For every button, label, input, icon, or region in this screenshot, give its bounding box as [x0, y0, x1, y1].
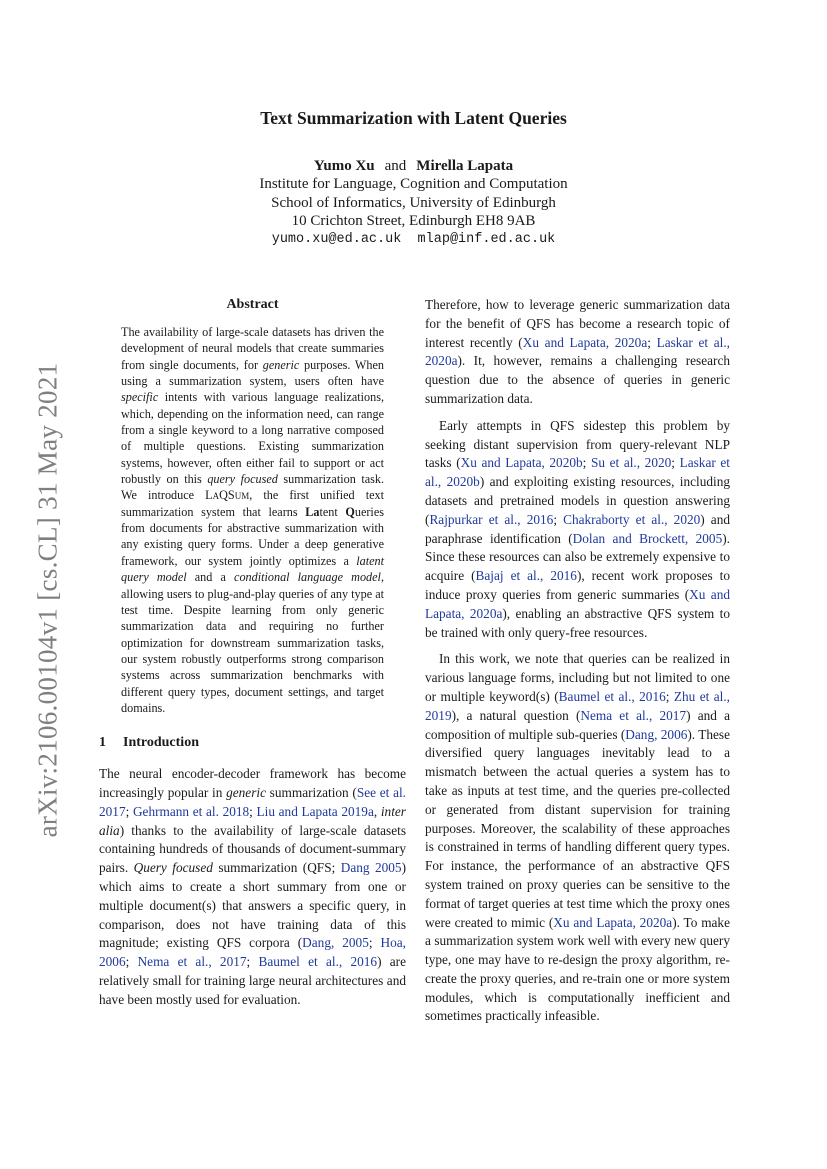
arxiv-identifier: arXiv:2106.00104v1 [cs.CL] 31 May 2021 [32, 362, 63, 838]
citation-link[interactable]: Bajaj et al., 2016 [475, 568, 577, 584]
intro-paragraph: The neural encoder-decoder framework has become increasingly popular in generic summarization (See et al. 2017; Gehrmann et al. 2018; Liu and Lapata 2019a, inter alia) thanks to the availability of large-scale datasets containing hundreds of thousands of document-summary pairs. Query focused summarization (QFS; Dang 2005) which aims to create a short summary from one or multiple document(s) that answers a specific query, in comparison, does not have training data of this magnitude; existing QFS corpora (Dang, 2005; Hoa, 2006; Nema et al., 2017; Baumel et al., 2016) are relatively small for training large neural architectures and have been mostly used for evaluation. [99, 766, 406, 1007]
citation-link[interactable]: Nema et al., 2017 [137, 954, 247, 970]
author-name: Mirella Lapata [416, 158, 514, 174]
author-block [0, 157, 827, 249]
citation-link[interactable]: Xu and Lapata, 2020a [522, 334, 648, 350]
citation-link[interactable]: Hoa, 2006 [99, 935, 406, 970]
citation-link[interactable]: See et al. 2017 [99, 785, 406, 819]
citation-link[interactable]: Su et al., 2020 [590, 455, 672, 471]
author-name: Yumo Xu [313, 158, 375, 174]
citation-link[interactable]: Laskar et al., 2020a [425, 334, 730, 369]
citation-link[interactable]: Xu and Lapata, 2020a [553, 914, 673, 930]
citation-link[interactable]: Baumel et al., 2016 [258, 954, 378, 970]
right-column [425, 296, 730, 1026]
affiliation-line: 10 Crichton Street, Edinburgh EH8 9AB [291, 213, 536, 230]
left-column [99, 296, 406, 1010]
paper-title: Text Summarization with Latent Queries [260, 108, 567, 128]
system-name: LaQSum [205, 488, 250, 503]
citation-link[interactable]: Dang 2005 [340, 860, 402, 876]
section-number: 1 [99, 735, 106, 751]
author-emails [0, 231, 827, 249]
citation-link[interactable]: Dang, 2006 [625, 726, 688, 742]
abstract-heading: Abstract [226, 297, 279, 312]
citation-link[interactable]: Rajpurkar et al., 2016 [429, 511, 554, 527]
citation-link[interactable]: Laskar et al., 2020b [425, 455, 730, 490]
citation-link[interactable]: Liu and Lapata 2019a [256, 803, 374, 819]
citation-link[interactable]: Xu and Lapata, 2020a [425, 586, 730, 621]
citation-link[interactable]: Xu and Lapata, 2020b [460, 455, 583, 471]
body-paragraph: Early attempts in QFS sidestep this problem by seeking distant supervision from query-relevant NLP tasks (Xu and Lapata, 2020b; Su et al., 2020; Laskar et al., 2020b) and exploiting existing resources, including datasets and pretrained models in question answering (Rajpurkar et al., 2016; Chakraborty et al., 2020) and paraphrase identification (Dolan and Brockett, 2005). Since these resources can also be extremely expensive to acquire (Bajaj et al., 2016), recent work proposes to induce proxy queries from generic summaries (Xu and Lapata, 2020a), enabling an abstractive QFS system to be trained with only query-free resources. [425, 417, 731, 640]
body-paragraph: Therefore, how to leverage generic summarization data for the benefit of QFS has become a research topic of interest recently (Xu and Lapata, 2020a; Laskar et al., 2020a). It, however, remains a challenging research question due to the absence of queries in generic summarization data. [425, 297, 730, 406]
citation-link[interactable]: Chakraborty et al., 2020 [563, 511, 701, 527]
body-paragraph: In this work, we note that queries can be realized in various language forms, including but not limited to one or multiple keyword(s) (Baumel et al., 2016; Zhu et al., 2019), a natural question (Nema et al., 2017) and a composition of multiple sub-queries (Dang, 2006). These diversified query languages inevitably lead to a mismatch between the actual queries a system has to take as inputs at test time, and the queries pre-collected or generated from distant supervision for training purposes. Moreover, the scalability of these approaches is constrained in terms of handling different query types. For instance, the performance of an abstractive QFS system trained on proxy queries can be sensitive to the format of target queries at test time which the proxy ones were created to mimic (Xu and Lapata, 2020a). To make a summarization system work well with every new query type, one may have to re-design the proxy algorithm, re-create the proxy queries, and re-train one or more system modules, which is computationally inefficient and sometimes practically infeasible. [425, 651, 730, 1024]
affiliation-line: Institute for Language, Cognition and Computation [259, 176, 568, 193]
citation-link[interactable]: Dang, 2005 [302, 935, 369, 951]
citation-link[interactable]: Gehrmann et al. 2018 [132, 803, 250, 819]
citation-link[interactable]: Dolan and Brockett, 2005 [572, 530, 723, 546]
affiliation-line: School of Informatics, University of Edinburgh [271, 194, 556, 211]
citation-link[interactable]: Nema et al., 2017 [580, 707, 687, 723]
author-email: yumo.xu@ed.ac.uk [271, 231, 402, 247]
author-email: mlap@inf.ed.ac.uk [417, 231, 556, 247]
section-heading-introduction [99, 734, 406, 752]
section-title: Introduction [123, 735, 199, 751]
citation-link[interactable]: Zhu et al., 2019 [425, 688, 730, 723]
citation-link[interactable]: Baumel et al., 2016 [558, 688, 666, 704]
author-names [0, 157, 827, 175]
abstract-text: The availability of large-scale datasets has driven the development of neural models that create summaries from single documents, for generic purposes. When using a summarization system, users often have specific intents with various language realizations, which, depending on the information need, can range from a single keyword to a long narrative composed of multiple questions. Existing summarization systems, however, often either fail to support or act robustly on this query focused summarization task. We introduce LaQSum, the first unified text summarization system that learns Latent Queries from documents for abstractive summarization with any existing query forms. Under a deep generative framework, our system jointly optimizes a latent query model and a conditional language model, allowing users to plug-and-play queries of any type at test time. Despite learning from only generic summarization data and requiring no further optimization for downstream summarization tasks, our system robustly outperforms strong comparison systems across summarization benchmarks with different query types, document settings, and target domains. [121, 325, 385, 715]
author-conjunction: and [384, 158, 407, 174]
